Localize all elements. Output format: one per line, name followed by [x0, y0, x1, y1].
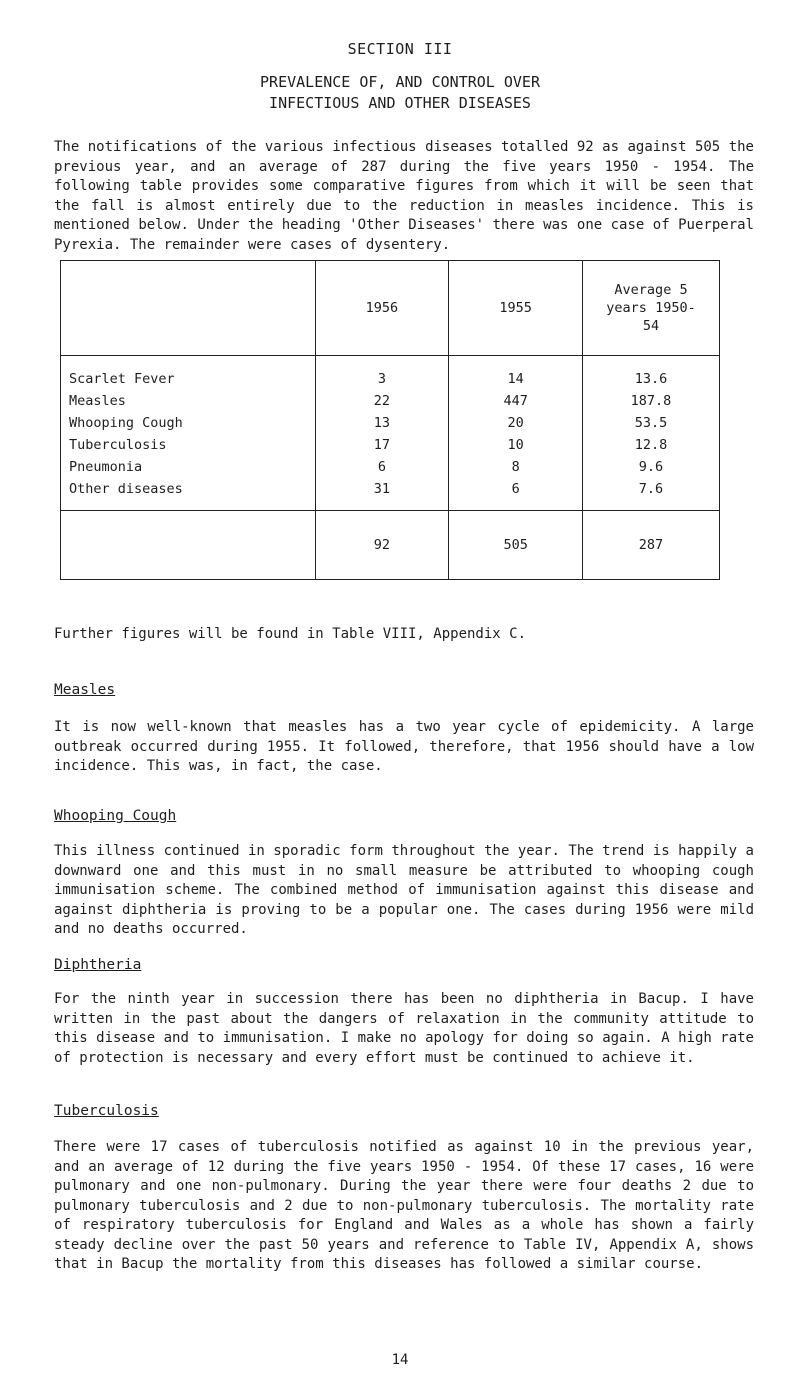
row-label: Pneumonia: [61, 456, 316, 478]
row-label: Tuberculosis: [61, 434, 316, 456]
cell-1955: 6: [449, 478, 583, 511]
total-label-blank: [61, 511, 316, 580]
measles-heading: Measles: [54, 682, 116, 698]
cell-1956: 3: [315, 356, 449, 391]
cell-1956: 22: [315, 390, 449, 412]
tuberculosis-heading: Tuberculosis: [54, 1103, 159, 1119]
table-row: [61, 412, 720, 434]
cell-average: 53.5: [583, 412, 720, 434]
cell-1955: 8: [449, 456, 583, 478]
page-title: [0, 72, 800, 114]
cell-1956: 17: [315, 434, 449, 456]
table-header-average: [583, 261, 720, 356]
cell-1956: 13: [315, 412, 449, 434]
page-number: 14: [391, 1352, 409, 1368]
table-header-average-text: Average 5 years 1950-54: [606, 282, 696, 334]
table-header-1956: 1956: [315, 261, 449, 356]
cell-average: 13.6: [583, 356, 720, 391]
cell-average: 187.8: [583, 390, 720, 412]
section-title: SECTION III: [347, 40, 453, 58]
table-total-row: [61, 511, 720, 580]
diphtheria-paragraph: For the ninth year in succession there has been no diphtheria in Bacup. I have written in the past about the dangers of relaxation in the community attitude to this disease and to immunisation. I make no apology for doing so again. A high rate of protection is necessary and every effort must be continued to achieve it.: [54, 991, 754, 1066]
row-label: Whooping Cough: [61, 412, 316, 434]
comparative-figures-table: [60, 260, 720, 580]
table-header-row: [61, 261, 720, 356]
row-label: Measles: [61, 390, 316, 412]
page-title-line-2: INFECTIOUS AND OTHER DISEASES: [269, 94, 531, 112]
table-row: [61, 390, 720, 412]
table-row: [61, 356, 720, 391]
total-average: 287: [583, 511, 720, 580]
intro-paragraph: The notifications of the various infectious diseases totalled 92 as against 505 the previous year, and an average of 287 during the five years 1950 - 1954. The following table provides some comparative figures from which it will be seen that the fall is almost entirely due to the reduction in measles incidence. This is mentioned below. Under the heading 'Other Diseases' there was one case of Puerperal Pyrexia. The remainder were cases of dysentery.: [54, 139, 754, 253]
tuberculosis-paragraph: There were 17 cases of tuberculosis notified as against 10 in the previous year, and an average of 12 during the five years 1950 - 1954. Of these 17 cases, 16 were pulmonary and one non-pulmonary. During the year there were four deaths 2 due to pulmonary tuberculosis and 2 due to non-pulmonary tuberculosis. The mortality rate of respiratory tuberculosis for England and Wales as a whole has shown a fairly steady decline over the past 50 years and reference to Table IV, Appendix A, shows that in Bacup the mortality from this diseases has followed a similar course.: [54, 1139, 754, 1272]
cell-1956: 6: [315, 456, 449, 478]
diphtheria-heading: Diphtheria: [54, 957, 142, 973]
table-row: [61, 434, 720, 456]
cell-1955: 447: [449, 390, 583, 412]
row-label: Scarlet Fever: [61, 356, 316, 391]
total-1956: 92: [315, 511, 449, 580]
table-row: [61, 478, 720, 511]
cell-average: 9.6: [583, 456, 720, 478]
whooping-cough-heading: Whooping Cough: [54, 808, 177, 824]
cell-1956: 31: [315, 478, 449, 511]
table-header-blank: [61, 261, 316, 356]
cell-1955: 14: [449, 356, 583, 391]
further-figures-note: Further figures will be found in Table VIII, Appendix C.: [54, 626, 527, 642]
row-label: Other diseases: [61, 478, 316, 511]
table-header-1955: 1955: [449, 261, 583, 356]
table-row: [61, 456, 720, 478]
measles-paragraph: It is now well-known that measles has a two year cycle of epidemicity. A large outbreak occurred during 1955. It followed, therefore, that 1956 should have a low incidence. This was, in fact, the case.: [54, 719, 754, 774]
page-title-line-1: PREVALENCE OF, AND CONTROL OVER: [260, 73, 540, 91]
total-1955: 505: [449, 511, 583, 580]
whooping-cough-paragraph: This illness continued in sporadic form throughout the year. The trend is happily a downward one and this must in no small measure be attributed to whooping cough immunisation scheme. The combined method of immunisation against this disease and against diphtheria is proving to be a popular one. The cases during 1956 were mild and no deaths occurred.: [54, 843, 754, 937]
cell-average: 12.8: [583, 434, 720, 456]
cell-1955: 10: [449, 434, 583, 456]
cell-average: 7.6: [583, 478, 720, 511]
cell-1955: 20: [449, 412, 583, 434]
